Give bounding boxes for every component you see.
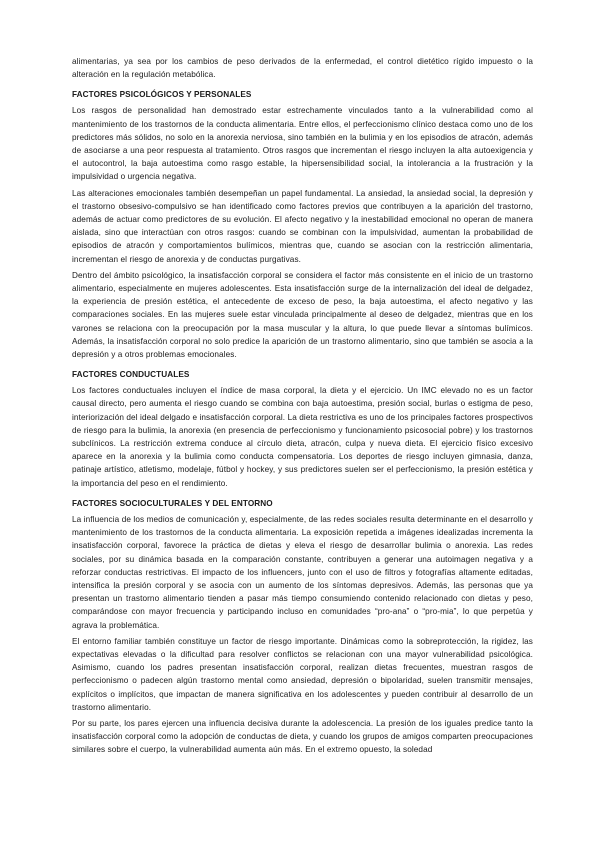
section-heading: FACTORES CONDUCTUALES [72, 370, 190, 380]
body-paragraph: Los rasgos de personalidad han demostrado estar estrechamente vinculados tanto a la vulnerabilidad como al mantenimiento de los trastornos de la conducta alimentaria. Entre ellos, el perfeccionismo clínico destaca como uno de los predictores más sólidos, no solo en la anorexia nerviosa, sino también en la bulimia y en los episodios de atracón, además de asociarse a una peor respuesta al tratamiento. Otros rasgos que incrementan el riesgo incluyen la alta autoexigencia y el autocontrol, la baja autoestima como rasgo estable, la hipersensibilidad social, la intolerancia a la frustración y la impulsividad o urgencia negativa. [72, 106, 533, 182]
body-paragraph: Por su parte, los pares ejercen una influencia decisiva durante la adolescencia. La presión de los iguales predice tanto la insatisfacción corporal como la adopción de conductas de dieta, y cuando los grupos de amigos comparten preocupaciones similares sobre el cuerpo, la vulnerabilidad aumenta aún más. En el extremo opuesto, la soledad [72, 718, 533, 755]
section-socioculturales [72, 497, 533, 757]
body-paragraph: La influencia de los medios de comunicación y, especialmente, de las redes sociales resulta determinante en el desarrollo y mantenimiento de los trastornos de la conducta alimentaria. La exposición repetida a imágenes idealizadas incrementa la insatisfacción corporal, favorece la práctica de dietas y eleva el riesgo de desarrollar bulimia o anorexia. Las redes sociales, por su dinámica basada en la comparación constante, contribuyen a generar una autoimagen negativa y a reforzar conductas restrictivas. El impacto de los influencers, junto con el uso de filtros y fotografías altamente editadas, intensifica la presión corporal y se asocia con un aumento de los síntomas depresivos. Además, las personas que ya presentan un trastorno alimentario tienden a pasar más tiempo consumiendo contenido relacionado con dietas y peso, comparándose con mayor frecuencia y participando incluso en comunidades “pro-ana” o “pro-mia”, lo que perpetúa y agrava la problemática. [72, 514, 533, 630]
section-heading: FACTORES SOCIOCULTURALES Y DEL ENTORNO [72, 498, 273, 508]
body-paragraph: Las alteraciones emocionales también desempeñan un papel fundamental. La ansiedad, la ansiedad social, la depresión y el trastorno obsesivo-compulsivo se han identificado como factores previos que contribuyen a la aparición del trastorno, además de actuar como predictores de su evolución. El afecto negativo y la inestabilidad emocional no operan de manera aislada, sino que interactúan con otros rasgos: cuando se combinan con la impulsividad, aumentan la probabilidad de episodios de atracón y comportamientos bulímicos, mientras que, cuando se asocian con la restricción alimentaria, incrementan el riesgo de anorexia y de conductas purgativas. [72, 188, 533, 264]
section-psicologicos [72, 88, 533, 361]
section-heading: FACTORES PSICOLÓGICOS Y PERSONALES [72, 90, 252, 100]
body-paragraph: Los factores conductuales incluyen el índice de masa corporal, la dieta y el ejercicio. Un IMC elevado no es un factor causal directo, pero aumenta el riesgo cuando se combina con baja autoestima, presión social, burlas o estigma de peso, interiorización del ideal delgado e insatisfacción corporal. La dieta restrictiva es uno de los principales factores prospectivos de riesgo para la bulimia, la anorexia (en presencia de perfeccionismo y funcionamiento psicosocial pobre) y los trastornos subclínicos. La restricción extrema conduce al círculo dieta, atracón, culpa y nueva dieta. El ejercicio físico excesivo aparece en la anorexia y la bulimia como conducta compensatoria. Los deportes de riesgo incluyen gimnasia, danza, patinaje artístico, atletismo, modelaje, fútbol y hockey, y sus predictores suelen ser el perfeccionismo, la presión estética y la importancia del peso en el rendimiento. [72, 386, 533, 488]
body-paragraph: El entorno familiar también constituye un factor de riesgo importante. Dinámicas como la sobreprotección, la rigidez, las expectativas elevadas o la dificultad para resolver conflictos se relacionan con una mayor vulnerabilidad psicológica. Asimismo, cuando los padres presentan insatisfacción corporal, realizan dietas frecuentes, muestran rasgos de perfeccionismo o padecen algún trastorno mental como ansiedad, depresión o bipolaridad, suelen transmitir mensajes, explícitos o implícitos, que impactan de manera significativa en los adolescentes y pueden contribuir al desarrollo de un trastorno alimentario. [72, 636, 533, 712]
intro-paragraph: alimentarias, ya sea por los cambios de peso derivados de la enfermedad, el control dietético rígido impuesto o la alteración en la regulación metabólica. [72, 57, 533, 80]
body-paragraph: Dentro del ámbito psicológico, la insatisfacción corporal se considera el factor más consistente en el inicio de un trastorno alimentario, especialmente en mujeres adolescentes. Esta insatisfacción surge de la internalización del ideal de delgadez, la experiencia de presión estética, el antecedente de exceso de peso, la baja autoestima, el afecto negativo y las comparaciones sociales. En las mujeres suele estar vinculada principalmente al deseo de delgadez, mientras que en los varones se relaciona con la preocupación por la masa muscular y la altura, lo que puede llevar a síntomas bulímicos. Además, la insatisfacción corporal no solo predice la aparición de un trastorno alimentario, sino que también se asocia a la depresión y a otros problemas emocionales. [72, 270, 533, 360]
section-conductuales [72, 368, 533, 490]
